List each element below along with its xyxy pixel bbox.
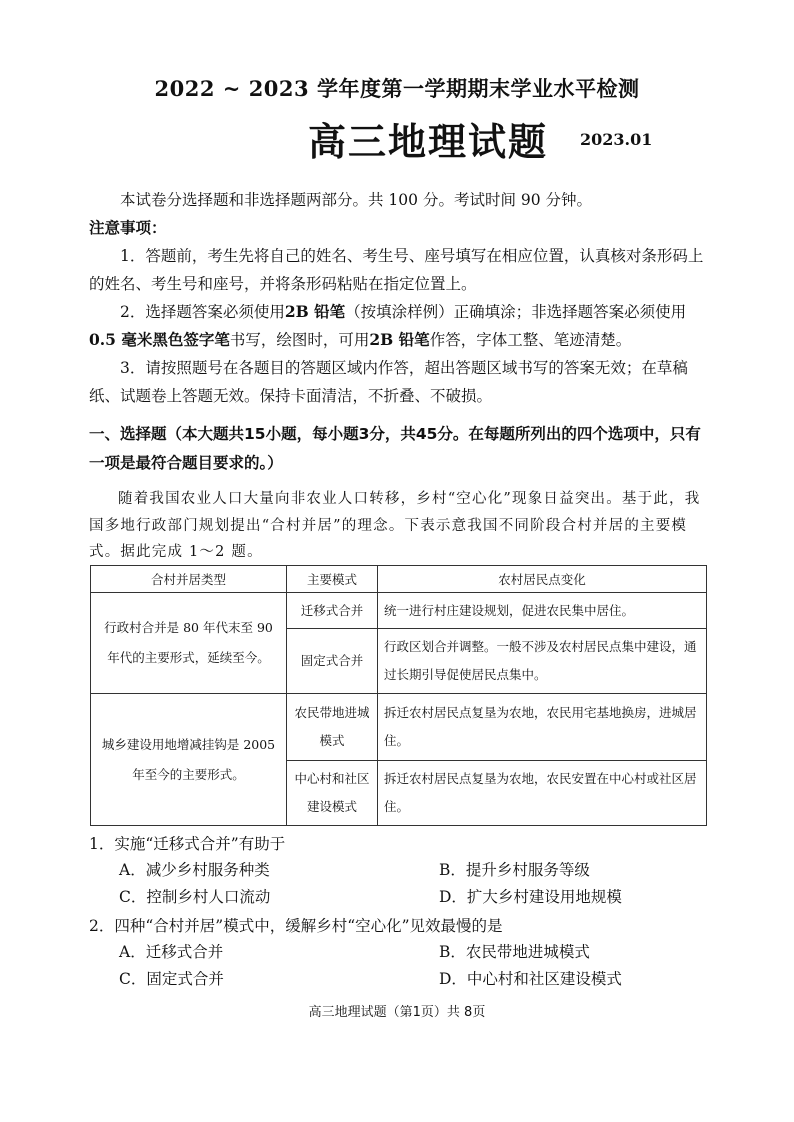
table-header: 农村居民点变化: [378, 566, 707, 593]
option-b[interactable]: B．提升乡村服务等级: [439, 861, 590, 879]
notice-item-2-text: 2．选择题答案必须使用: [120, 303, 285, 321]
question-1-stem: 1．实施“迁移式合并”有助于: [89, 835, 286, 853]
notice-item-2-text: （按填涂样例）正确填涂；非选择题答案必须使用: [345, 303, 687, 321]
table-cell-change: 行政区划合并调整。一般不涉及农村居民点集中建设，通过长期引导促使居民点集中。: [378, 629, 707, 694]
table-row: [91, 593, 707, 629]
question-2-stem: 2．四种“合村并居”模式中，缓解乡村“空心化”见效最慢的是: [89, 917, 503, 935]
table-cell-change: 统一进行村庄建设规划，促进农民集中居住。: [378, 593, 707, 629]
option-a[interactable]: A．减少乡村服务种类: [119, 861, 270, 879]
notice-item-2-bold: 0.5 毫米黑色签字笔: [89, 330, 230, 349]
table-header-row: [91, 566, 707, 593]
option-c[interactable]: C．固定式合并: [119, 970, 224, 988]
table-cell-type: 城乡建设用地增减挂钩是 2005 年至今的主要形式。: [91, 694, 287, 826]
notice-heading: 注意事项：: [89, 218, 167, 237]
option-b[interactable]: B．农民带地进城模式: [439, 943, 590, 961]
table-cell-type: 行政村合并是 80 年代末至 90 年代的主要形式，延续至今。: [91, 593, 287, 694]
table-header: 合村并居类型: [91, 566, 287, 593]
exam-title: 2022 ~ 2023 学年度第一学期期末学业水平检测: [154, 76, 640, 101]
table-cell-change: 拆迁农村居民点复垦为农地，农民用宅基地换房，进城居住。: [378, 694, 707, 761]
table-cell-mode: 迁移式合并: [287, 593, 378, 629]
table-cell-mode: 中心村和社区建设模式: [287, 761, 378, 826]
table-header: 主要模式: [287, 566, 378, 593]
village-merge-table: [90, 565, 707, 826]
table-cell-mode: 农民带地进城模式: [287, 694, 378, 761]
exam-date: 2023.01: [580, 130, 653, 149]
option-c[interactable]: C．控制乡村人口流动: [119, 888, 271, 906]
option-d[interactable]: D．扩大乡村建设用地规模: [439, 888, 622, 906]
intro-paragraph: 本试卷分选择题和非选择题两部分。共 100 分。考试时间 90 分钟。: [120, 191, 593, 209]
table-row: [91, 694, 707, 761]
subject-title: 高三地理试题: [308, 120, 549, 164]
section-heading: 一、选择题（本大题共15小题，每小题3分，共45分。在每题所列出的四个选项中，只有一项是最符合题目要求的。）: [89, 425, 701, 472]
page-footer: 高三地理试题（第1页）共 8页: [308, 1005, 486, 1020]
material-paragraph: 随着我国农业人口大量向非农业人口转移，乡村“空心化”现象日益突出。基于此，我国多地行政部门规划提出“合村并居”的理念。下表示意我国不同阶段合村并居的主要模式。据此完成 1～2 题。: [89, 491, 701, 560]
table-cell-change: 拆迁农村居民点复垦为农地，农民安置在中心村或社区居住。: [378, 761, 707, 826]
notice-item-2: [89, 298, 711, 354]
option-a[interactable]: A．迁移式合并: [119, 943, 224, 961]
notice-item-1: 1．答题前，考生先将自己的姓名、考生号、座号填写在相应位置，认真核对条形码上的姓名、考生号和座号，并将条形码粘贴在指定位置上。: [89, 247, 704, 293]
notice-item-2-bold: 2B 铅笔: [284, 302, 346, 321]
table-cell-mode: 固定式合并: [287, 629, 378, 694]
option-d[interactable]: D．中心村和社区建设模式: [439, 970, 622, 988]
notice-item-3: 3．请按照题号在各题目的答题区域内作答，超出答题区域书写的答案无效；在草稿纸、试题卷上答题无效。保持卡面清洁，不折叠、不破损。: [89, 359, 688, 405]
notice-item-2-bold: 2B 铅笔: [369, 330, 430, 349]
notice-item-2-text: 书写，绘图时，可用: [229, 331, 370, 349]
notice-item-2-text: 作答，字体工整、笔迹清楚。: [429, 331, 632, 349]
